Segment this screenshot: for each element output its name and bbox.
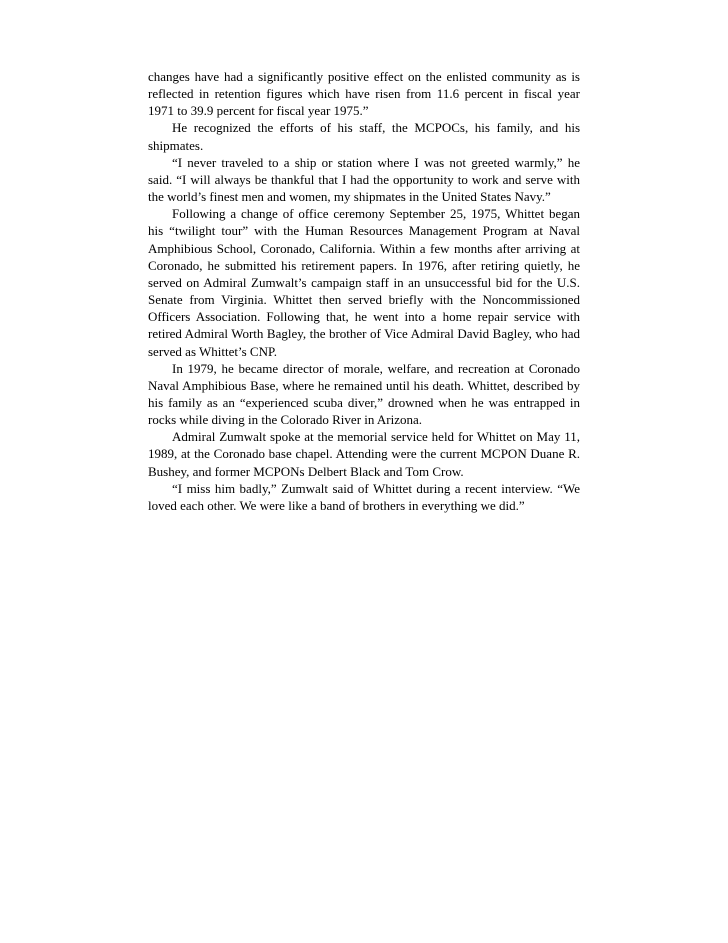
paragraph-coronado-director: In 1979, he became director of morale, welfare, and recreation at Coronado Naval Amphibious Base, where he remained until his death. Whittet, described by his family as an “experienced scuba diver,” drowned when he was entrapped in rocks while diving in the Colorado River in Arizona. bbox=[148, 360, 580, 428]
paragraph-memorial-service: Admiral Zumwalt spoke at the memorial service held for Whittet on May 11, 1989, at the Coronado base chapel. Attending were the current MCPON Duane R. Bushey, and former MCPONs Delbert Black and Tom Crow. bbox=[148, 429, 580, 479]
paragraph-band-of-brothers-quote: “I miss him badly,” Zumwalt said of Whittet during a recent interview. “We loved each other. We were like a band of brothers in everything we did.” bbox=[148, 480, 580, 513]
paragraph-recognized-efforts: He recognized the efforts of his staff, the MCPOCs, his family, and his shipmates. bbox=[148, 120, 580, 153]
paragraph-greeted-warmly-quote: “I never traveled to a ship or station where I was not greeted warmly,” he said. “I will always be thankful that I had the opportunity to work and serve with the world’s finest men and women, my shipmates in the United States Navy.” bbox=[148, 154, 580, 205]
paragraph-retention-figures: changes have had a significantly positive effect on the enlisted community as is reflected in retention figures which have risen from 11.6 percent in fiscal year 1971 to 39.9 percent for fiscal year 1975.” bbox=[148, 69, 580, 119]
document-page bbox=[148, 68, 580, 514]
paragraph-twilight-tour: Following a change of office ceremony September 25, 1975, Whittet began his “twilight tour” with the Human Resources Management Program at Naval Amphibious School, Coronado, California. Within a few months after arriving at Coronado, he submitted his retirement papers. In 1976, after retiring quietly, he served on Admiral Zumwalt’s campaign staff in an unsuccessful bid for the U.S. Senate from Virginia. Whittet then served briefly with the Noncommissioned Officers Association. Following that, he went into a home repair service with retired Admiral Worth Bagley, the brother of Vice Admiral David Bagley, who had served as Whittet’s CNP. bbox=[148, 206, 580, 359]
